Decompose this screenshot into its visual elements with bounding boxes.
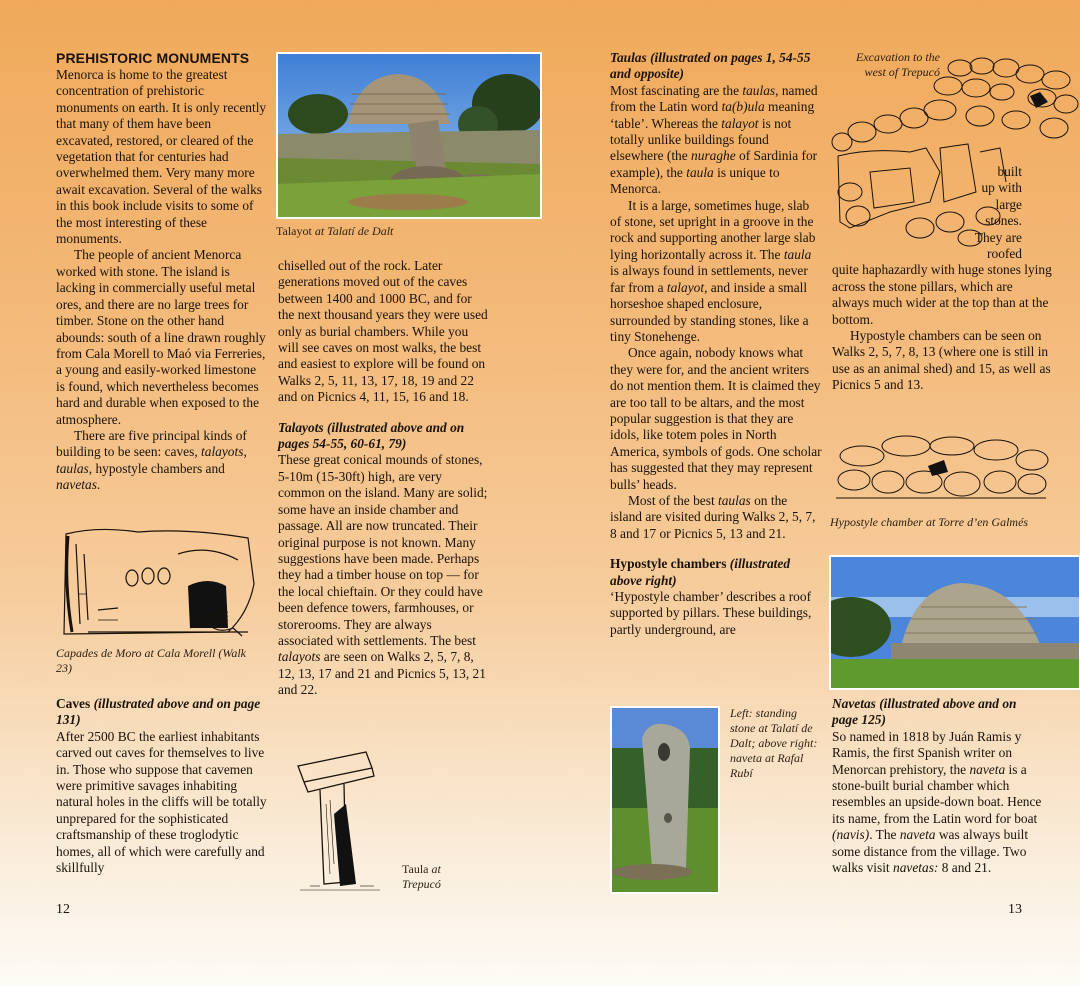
left-column-1: [56, 50, 268, 494]
hypostyle-sketch-illustration: [832, 432, 1050, 512]
right-column-1: [610, 50, 822, 638]
right-column-2-navetas: [832, 696, 1044, 876]
talayots-heading: Talayots (illustrated above and on pages 54-55, 60-61, 79): [278, 419, 465, 452]
caves-continued-paragraph: chiselled out of the rock. Later generations moved out of the caves between 1400 and 1000 BC, and for the next thousand years they were used only as burial chambers. While you will see caves on most walks, the best and easiest to explore will be found on Walks 2, 5, 11, 13, 17, 18, 19 and 22 and on Picnics 4, 11, 15, 16 and 18.: [278, 258, 488, 405]
hypostyle-walks-paragraph: Hypostyle chambers can be seen on Walks 2, 5, 7, 8, 13 (where one is still in use as an animal shed) and 15, as well as Picnics 5 and 13.: [832, 328, 1051, 393]
naveta-photo: [829, 555, 1080, 690]
navetas-paragraph: So named in 1818 by Juán Ramis y Ramis, the first Spanish writer on Menorcan prehistory, the naveta is a stone-built burial chamber which resembles an upside-down boat. Hence its name, from the Latin word for boat (navis). The naveta was always built some distance from the village. Two walks visit navetas: 8 and 21.: [832, 728, 1042, 876]
taulas-heading: Taulas (illustrated on pages 1, 54-55 and opposite): [610, 50, 811, 82]
wrap-line: up with: [981, 180, 1022, 196]
intro-paragraph: Menorca is home to the greatest concentration of prehistoric monuments on earth. It is only recently that many of them have been excavated, restored, or cleared of the vegetation that for centuries had overwhelmed them. Very many more await excavation. Several of the walks in this book include visits to some of the most interesting of these monuments.: [56, 67, 267, 247]
talayot-photo-caption: Talayot at Talatí de Dalt: [276, 224, 394, 238]
wrap-line: large: [995, 196, 1022, 212]
taulas-paragraph-4: Most of the best taulas on the island are visited during Walks 2, 5, 7, 8 and 17 or Picnics 5, 13 and 21.: [610, 492, 816, 541]
excavation-caption: Excavation to the west of Trepucó: [856, 50, 940, 79]
left-column-2: [278, 258, 490, 699]
right-column-2: [832, 164, 1052, 394]
taulas-paragraph-3: Once again, nobody knows what they were for, and the ancient writers do not mention them. It is claimed they are too tall to be altars, and the most popular suggestion is that they are idols, like totem poles in North America, symbols of gods. One scholar has suggested that they may represent bulls’ heads.: [610, 345, 822, 492]
wrap-lines: [832, 164, 1022, 262]
wrap-line: They are: [974, 229, 1022, 245]
wrap-line: roofed: [987, 246, 1022, 262]
hypostyle-caption: Hypostyle chamber at Torre d’en Galmés: [830, 515, 1029, 529]
cave-sketch-illustration: [58, 524, 260, 642]
taula-sketch-caption: Taula at Trepucó: [402, 862, 441, 891]
caves-paragraph: After 2500 BC the earliest inhabitants carved out caves for themselves to live in. Those who suppose that cavemen were primitive savages inhabiting natural holes in the cliffs will be totally unprepared for the sophisticated craftsmanship of these troglodytic homes, all of which were carefully and skillfully: [56, 728, 267, 876]
taulas-paragraph-2: It is a large, sometimes huge, slab of stone, set upright in a groove in the rock and supporting another large slab lying horizontally across it. The taula is always found in settlements, never far from a talayot, and inside a small horseshoe shaped enclosure, surrounded by standing stones, like a tiny Stonehenge.: [610, 197, 816, 344]
talayots-paragraph: These great conical mounds of stones, 5-10m (15-30ft) high, are very common on the island. Many are solid; some have an inside chamber and passage. All are now truncated. Their original purpose is not known. Many suggestions have been made. Perhaps they had a timber house on top — for the local chieftain. Or they could have been defence towers, farmhouses, or storerooms. They are always associated with settlements. The best talayots are seen on Walks 2, 5, 7, 8, 12, 13, 17 and 21 and Picnics 5, 13, 21 and 22.: [278, 452, 488, 698]
navetas-heading: Navetas (illustrated above and on page 125): [832, 696, 1017, 728]
talayot-photo-image: [278, 54, 540, 217]
standing-stone-photo: [610, 706, 720, 894]
page-number-right: 13: [1008, 902, 1022, 917]
taulas-paragraph-1: Most fascinating are the taulas, named from the Latin word ta(b)ula meaning ‘table’. Whereas the talayot is not totally unlike buildings found elsewhere (the nuraghe of Sardinia for example), the taula is unique to Menorca.: [610, 82, 818, 197]
section-heading: PREHISTORIC MONUMENTS: [56, 50, 250, 66]
standing-stone-caption: Left: standing stone at Talatí de Dalt; above right: naveta at Rafal Rubí: [730, 706, 818, 780]
hypostyle-continued-paragraph: quite haphazardly with huge stones lying across the stone pillars, which are always much wider at the top than at the bottom.: [832, 262, 1052, 327]
page-number-left: 12: [56, 902, 70, 917]
hypostyle-paragraph: ‘Hypostyle chamber’ describes a roof supported by pillars. These buildings, partly underground, are: [610, 589, 812, 637]
right-page: [540, 0, 1080, 986]
talayot-photo: [276, 52, 542, 219]
stone-paragraph: The people of ancient Menorca worked with stone. The island is lacking in commercially useful metal ores, and there are no large trees for timber. Stone on the other hand abounds: south of a line drawn roughly from Cala Morell to Maó via Ferreries, a young and easily-worked limestone is found, which nevertheless becomes hard and durable when exposed to the atmosphere.: [56, 247, 266, 427]
taula-sketch-illustration: [290, 744, 390, 894]
wrap-line: built: [997, 164, 1022, 179]
kinds-paragraph: There are five principal kinds of building to be seen: caves, talayots, taulas, hypostyle chambers and navetas.: [56, 427, 247, 493]
wrap-line: stones.: [985, 213, 1022, 229]
cave-sketch-caption: Capades de Moro at Cala Morell (Walk 23): [56, 646, 246, 675]
left-column-1-caves: [56, 696, 268, 876]
naveta-photo-image: [831, 557, 1079, 688]
hypostyle-heading: Hypostyle chambers (illustrated above right): [610, 556, 791, 588]
caves-heading: Caves (illustrated above and on page 131): [56, 696, 261, 728]
standing-stone-photo-image: [612, 708, 718, 892]
